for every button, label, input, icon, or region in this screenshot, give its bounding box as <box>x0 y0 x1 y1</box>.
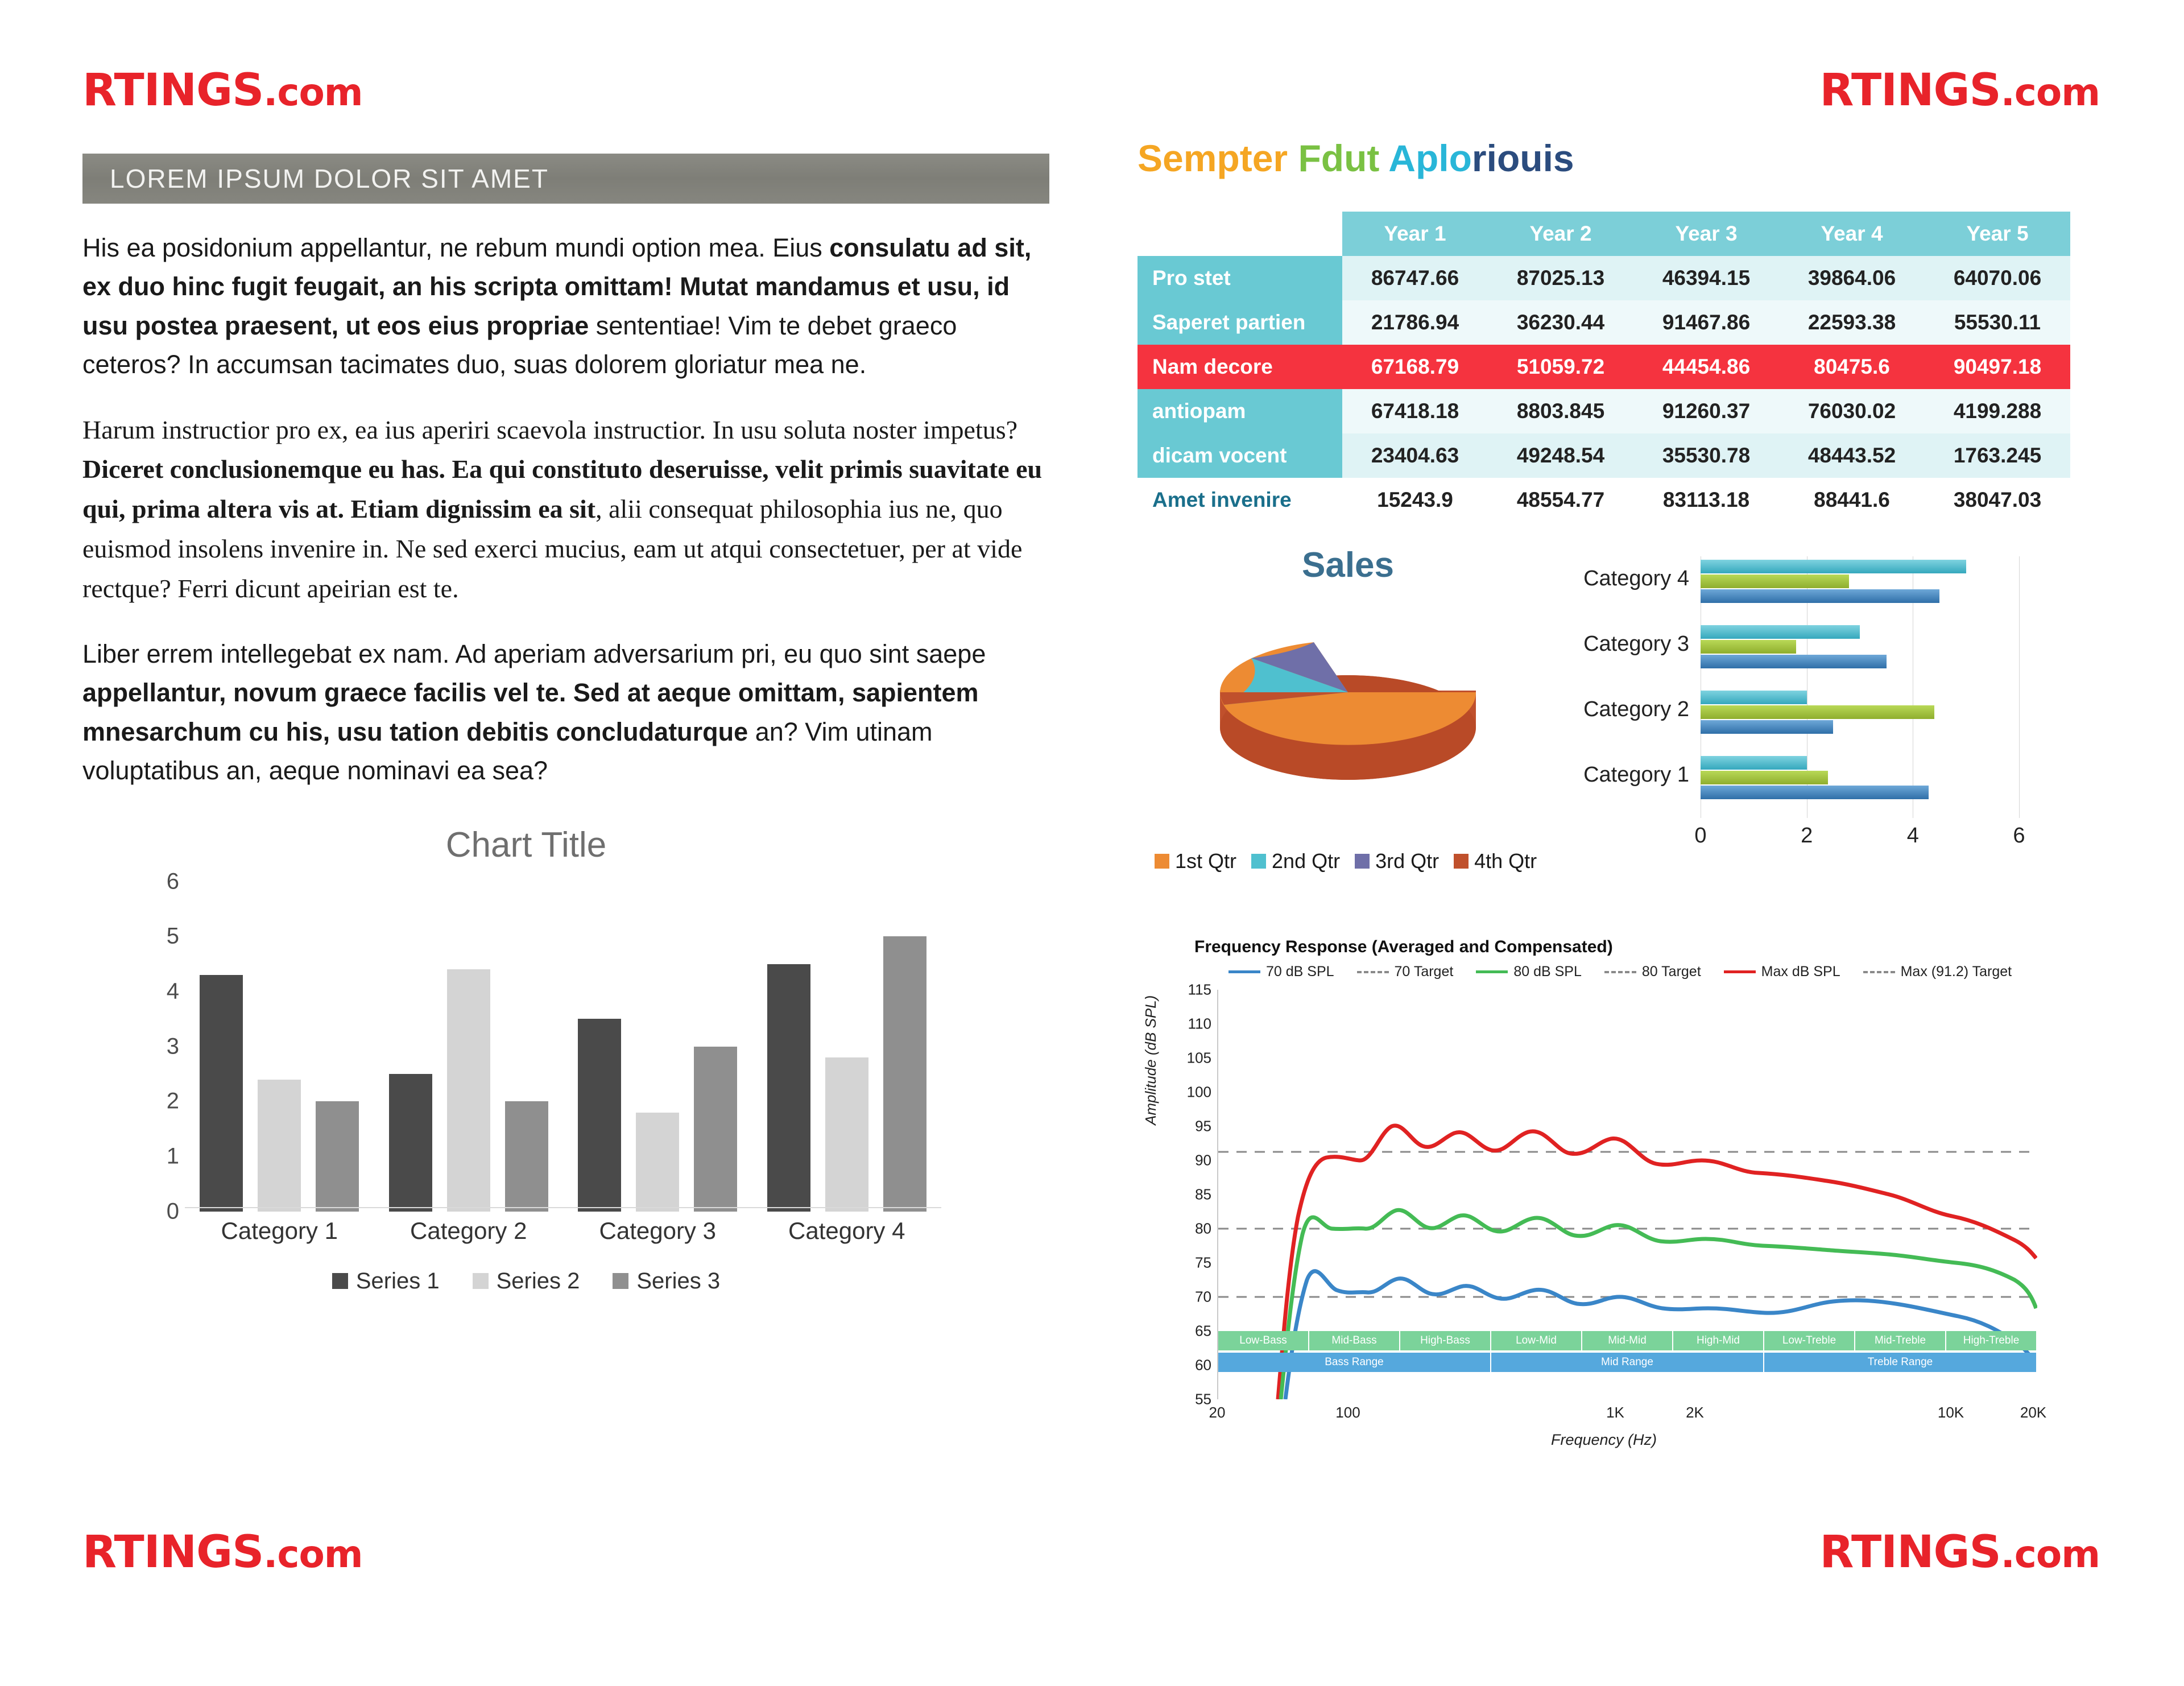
legend-line <box>1228 970 1260 973</box>
legend-label: 3rd Qtr <box>1375 849 1440 873</box>
legend-label: 4th Qtr <box>1474 849 1537 873</box>
x-tick-label: Category 1 <box>221 1217 338 1244</box>
table-cell: 90497.18 <box>1925 345 2070 389</box>
bar <box>316 1101 359 1211</box>
table-cell: 55530.11 <box>1925 300 2070 345</box>
table-cell: 46394.15 <box>1633 256 1779 300</box>
table-row-header: Nam decore <box>1138 345 1342 389</box>
bar-row <box>1583 556 2019 613</box>
legend-swatch <box>473 1273 489 1289</box>
y-tick: 2 <box>166 1088 179 1114</box>
legend-label: Max dB SPL <box>1761 964 1840 980</box>
bar-chart-y-axis <box>145 869 179 1224</box>
table-cell: 22593.38 <box>1779 300 1925 345</box>
table-cell: 76030.02 <box>1779 389 1925 433</box>
y-tick: 1 <box>166 1143 179 1169</box>
frequency-chart-y-ticks <box>1172 981 1211 1408</box>
table-cell: 1763.245 <box>1925 433 2070 478</box>
x-tick: 2K <box>1686 1404 1704 1421</box>
bar <box>200 975 243 1212</box>
table-cell: 83113.18 <box>1633 478 1779 522</box>
frequency-chart-plot <box>1217 990 2037 1399</box>
x-tick: 4 <box>1906 824 1919 848</box>
table-cell: 86747.66 <box>1342 256 1488 300</box>
y-tick: 0 <box>166 1199 179 1224</box>
legend-swatch <box>613 1273 628 1289</box>
logo-text: RTINGS <box>82 1527 264 1578</box>
table-row-header: Pro stet <box>1138 256 1342 300</box>
section-title-bar <box>82 154 1049 204</box>
bar-row <box>1583 622 2019 679</box>
bar <box>825 1057 868 1212</box>
pie-chart-legend <box>1155 849 1575 873</box>
x-tick: 10K <box>1937 1404 1964 1421</box>
frequency-band: High-Bass <box>1400 1331 1491 1350</box>
legend-item <box>1251 849 1340 873</box>
category-label: Category 2 <box>1583 697 1689 721</box>
table-row <box>1138 300 2070 345</box>
bar <box>505 1101 548 1211</box>
left-column <box>82 131 1049 1303</box>
x-tick: 2 <box>1801 824 1813 848</box>
bar <box>389 1074 432 1212</box>
table-cell: 91467.86 <box>1633 300 1779 345</box>
category-label: Category 4 <box>1583 567 1689 590</box>
logo-suffix: .com <box>2000 1532 2100 1576</box>
right-column <box>1138 137 2104 1461</box>
table-row <box>1138 389 2070 433</box>
legend-label: 80 Target <box>1641 964 1701 980</box>
logo-suffix: .com <box>263 71 363 114</box>
paragraph-1 <box>82 229 1049 385</box>
legend-item <box>1357 964 1454 980</box>
bar-chart <box>82 825 970 1303</box>
heading-word-3a: Aplo <box>1388 137 1472 179</box>
table-corner <box>1138 212 1342 256</box>
paragraph-1-text-a: His ea posidonium appellantur, ne rebum mundi option mea. Eius <box>82 233 830 262</box>
table-column-header: Year 5 <box>1925 212 2070 256</box>
logo-bottom-right <box>1819 1527 2100 1578</box>
bar <box>1701 786 1929 799</box>
paragraph-1-text-bold: consulatu ad sit, ex duo hinc fugit feugait, an his scripta omittam! Mutat mandamus et usu, id usu postea praesent, ut eos eius propriae <box>82 233 1032 340</box>
table-cell: 67168.79 <box>1342 345 1488 389</box>
table-cell: 44454.86 <box>1633 345 1779 389</box>
table-cell: 91260.37 <box>1633 389 1779 433</box>
bar-chart-title: Chart Title <box>445 825 607 865</box>
legend-label: 2nd Qtr <box>1272 849 1341 873</box>
legend-label: Series 3 <box>636 1268 721 1294</box>
table-body <box>1138 256 2070 522</box>
bar <box>1701 720 1833 734</box>
bar-group <box>752 882 942 1212</box>
bar <box>694 1047 737 1212</box>
table-column-header: Year 3 <box>1633 212 1779 256</box>
legend-item <box>473 1268 580 1294</box>
gridline <box>2019 556 2020 818</box>
table-cell: 48443.52 <box>1779 433 1925 478</box>
frequency-band: Mid-Mid <box>1582 1331 1673 1350</box>
frequency-band: Low-Mid <box>1491 1331 1582 1350</box>
frequency-band: High-Mid <box>1673 1331 1764 1350</box>
x-tick-label: Category 2 <box>410 1217 527 1244</box>
y-tick: 5 <box>166 923 179 949</box>
x-tick: 100 <box>1335 1404 1360 1421</box>
table-cell: 15243.9 <box>1342 478 1488 522</box>
logo-text: RTINGS <box>82 65 264 116</box>
y-tick: 95 <box>1195 1117 1211 1135</box>
frequency-band: Mid-Bass <box>1309 1331 1400 1350</box>
table-row <box>1138 478 2070 522</box>
y-tick: 80 <box>1195 1220 1211 1237</box>
table-row <box>1138 433 2070 478</box>
category-label: Category 3 <box>1583 632 1689 656</box>
charts-row <box>1138 545 2104 898</box>
legend-swatch <box>1454 854 1469 869</box>
pie-chart-graphic <box>1160 585 1536 824</box>
legend-line <box>1357 971 1389 973</box>
bar <box>1701 771 1828 784</box>
legend-line <box>1863 971 1895 973</box>
bar <box>447 969 490 1211</box>
bar-group <box>374 882 564 1212</box>
table-cell: 4199.288 <box>1925 389 2070 433</box>
paragraph-1-text-c: sententiae! Vim te debet graeco ceteros? In accumsan tacimates duo, suas dolorem gloriatur mea ne. <box>82 311 957 379</box>
right-heading <box>1138 137 2104 180</box>
table-cell: 38047.03 <box>1925 478 2070 522</box>
frequency-range-band: Bass Range <box>1218 1353 1491 1372</box>
table-cell: 87025.13 <box>1488 256 1633 300</box>
table-cell: 8803.845 <box>1488 389 1633 433</box>
paragraph-2 <box>82 410 1049 609</box>
bar-chart-plot <box>185 882 941 1212</box>
legend-item <box>1155 849 1236 873</box>
legend-label: 80 dB SPL <box>1513 964 1582 980</box>
legend-item <box>1604 964 1701 980</box>
bar-group <box>563 882 752 1212</box>
y-tick: 100 <box>1186 1083 1211 1101</box>
y-tick: 90 <box>1195 1151 1211 1169</box>
logo-text: RTINGS <box>1819 1527 2001 1578</box>
paragraph-3-text-bold: appellantur, novum graece facilis vel te. Sed at aeque omittam, sapientem mnesarchum cu his, usu tation debitis concludaturque <box>82 678 979 746</box>
table-header-row <box>1138 212 2070 256</box>
bar <box>1701 589 1939 603</box>
table-cell: 48554.77 <box>1488 478 1633 522</box>
legend-swatch <box>332 1273 348 1289</box>
bar <box>1701 640 1796 654</box>
x-tick: 20K <box>2020 1404 2047 1421</box>
frequency-band: High-Treble <box>1946 1331 2037 1350</box>
heading-word-3b: riouis <box>1471 137 1574 179</box>
bar <box>1701 691 1807 704</box>
legend-item <box>1228 964 1334 980</box>
bar <box>1701 625 1860 639</box>
table-column-header: Year 1 <box>1342 212 1488 256</box>
heading-word-2: Fdut <box>1298 137 1380 179</box>
legend-item <box>1355 849 1439 873</box>
y-tick: 6 <box>166 869 179 894</box>
frequency-chart-legend <box>1228 964 2012 980</box>
legend-label: 1st Qtr <box>1175 849 1237 873</box>
frequency-band: Low-Treble <box>1764 1331 1855 1350</box>
table-cell: 49248.54 <box>1488 433 1633 478</box>
logo-top-right <box>1819 65 2100 116</box>
bar <box>578 1019 621 1211</box>
legend-item <box>1454 849 1537 873</box>
table-row-header: Saperet partien <box>1138 300 1342 345</box>
frequency-chart-y-label: Amplitude (dB SPL) <box>1142 995 1159 1125</box>
bar-group <box>185 882 374 1212</box>
table-cell: 67418.18 <box>1342 389 1488 433</box>
bar-chart-category-labels <box>185 1217 941 1245</box>
y-tick: 3 <box>166 1034 179 1059</box>
bar <box>258 1080 301 1212</box>
table-column-header: Year 4 <box>1779 212 1925 256</box>
bar <box>1701 575 1849 588</box>
legend-swatch <box>1355 854 1370 869</box>
bar-chart-baseline <box>185 1207 941 1208</box>
bar <box>883 936 926 1211</box>
y-tick: 105 <box>1186 1049 1211 1067</box>
frequency-range-band: Mid Range <box>1491 1353 1764 1372</box>
table-cell: 36230.44 <box>1488 300 1633 345</box>
paragraph-3-text-c: an? Vim utinam voluptatibus an, aeque nominavi ea sea? <box>82 717 933 786</box>
pie-chart <box>1160 545 1536 827</box>
table-row-header: dicam vocent <box>1138 433 1342 478</box>
horizontal-bar-chart <box>1581 556 2053 875</box>
legend-item <box>1724 964 1840 980</box>
x-tick: 6 <box>2013 824 2025 848</box>
section-title: LOREM IPSUM DOLOR SIT AMET <box>110 164 549 193</box>
legend-item <box>1476 964 1582 980</box>
y-tick: 110 <box>1188 1015 1211 1032</box>
paragraph-2-text-a: Harum instructior pro ex, ea ius aperiri scaevola instructior. In usu soluta noster impetus? <box>82 415 1018 444</box>
bar-chart-legend <box>82 1268 970 1294</box>
bar <box>767 964 810 1212</box>
logo-bottom-left <box>82 1527 363 1578</box>
y-tick: 70 <box>1195 1288 1211 1305</box>
legend-swatch <box>1251 854 1266 869</box>
table-cell: 64070.06 <box>1925 256 2070 300</box>
frequency-band: Low-Bass <box>1218 1331 1309 1350</box>
legend-item <box>1863 964 2012 980</box>
table-cell: 88441.6 <box>1779 478 1925 522</box>
frequency-range-band: Treble Range <box>1764 1353 2037 1372</box>
y-tick: 65 <box>1195 1322 1211 1340</box>
frequency-band: Mid-Treble <box>1855 1331 1946 1350</box>
legend-label: Max (91.2) Target <box>1900 964 2012 980</box>
legend-item <box>332 1268 440 1294</box>
table-cell: 39864.06 <box>1779 256 1925 300</box>
logo-suffix: .com <box>263 1532 363 1576</box>
legend-swatch <box>1155 854 1169 869</box>
x-tick: 1K <box>1606 1404 1624 1421</box>
legend-line <box>1604 971 1636 973</box>
y-tick: 115 <box>1188 981 1211 998</box>
pie-chart-title: Sales <box>1301 546 1395 585</box>
table-column-header: Year 2 <box>1488 212 1633 256</box>
frequency-chart-x-label: Frequency (Hz) <box>1550 1431 1657 1448</box>
horizontal-bar-rows <box>1583 556 2019 818</box>
paragraph-3-text-a: Liber errem intellegebat ex nam. Ad aperiam adversarium pri, eu quo sint saepe <box>82 639 986 669</box>
bar <box>1701 756 1807 770</box>
legend-label: Series 2 <box>496 1268 580 1294</box>
heading-word-1: Sempter <box>1138 137 1288 179</box>
table-cell: 51059.72 <box>1488 345 1633 389</box>
category-label: Category 1 <box>1583 763 1689 787</box>
x-tick-label: Category 4 <box>788 1217 905 1244</box>
legend-line <box>1476 970 1508 973</box>
table-row-header: antiopam <box>1138 389 1342 433</box>
legend-label: 70 Target <box>1394 964 1454 980</box>
table-cell: 35530.78 <box>1633 433 1779 478</box>
x-tick-label: Category 3 <box>599 1217 716 1244</box>
y-tick: 75 <box>1195 1254 1211 1271</box>
x-tick: 20 <box>1209 1404 1226 1421</box>
table-row <box>1138 345 2070 389</box>
y-tick: 4 <box>166 978 179 1004</box>
y-tick: 55 <box>1195 1390 1211 1408</box>
logo-top-left <box>82 65 363 116</box>
legend-label: Series 1 <box>355 1268 440 1294</box>
legend-item <box>613 1268 720 1294</box>
bar <box>1701 655 1887 668</box>
table-row-header: Amet invenire <box>1138 478 1342 522</box>
paragraph-2-text-bold: Diceret conclusionemque eu has. Ea qui constituto deseruisse, velit primis suavitate eu qui, prima altera vis at. Etiam dignissim ea sit <box>82 454 1043 524</box>
legend-label: 70 dB SPL <box>1266 964 1334 980</box>
bar-row <box>1583 687 2019 744</box>
table-row <box>1138 256 2070 300</box>
table-cell: 23404.63 <box>1342 433 1488 478</box>
table-cell: 21786.94 <box>1342 300 1488 345</box>
frequency-chart-title: Frequency Response (Averaged and Compensated) <box>1194 937 1613 956</box>
x-tick: 0 <box>1694 824 1707 848</box>
legend-line <box>1724 970 1756 973</box>
y-tick: 85 <box>1195 1185 1211 1203</box>
y-tick: 60 <box>1195 1356 1211 1374</box>
paragraph-2-text-c: , alii consequat philosophia ius ne, quo euismod insolens invenire in. Ne sed exerci mucius, eam ut atqui consectetuer, per at vide rectque? Ferri dicunt apeirian est te. <box>82 494 1023 604</box>
bar <box>1701 560 1966 573</box>
bar <box>1701 705 1934 719</box>
bar-row <box>1583 753 2019 809</box>
logo-text: RTINGS <box>1819 65 2001 116</box>
data-table <box>1138 212 2070 522</box>
paragraph-3 <box>82 635 1049 791</box>
logo-suffix: .com <box>2000 71 2100 114</box>
frequency-response-chart <box>1138 937 2070 1461</box>
table-cell: 80475.6 <box>1779 345 1925 389</box>
bar <box>636 1113 679 1212</box>
